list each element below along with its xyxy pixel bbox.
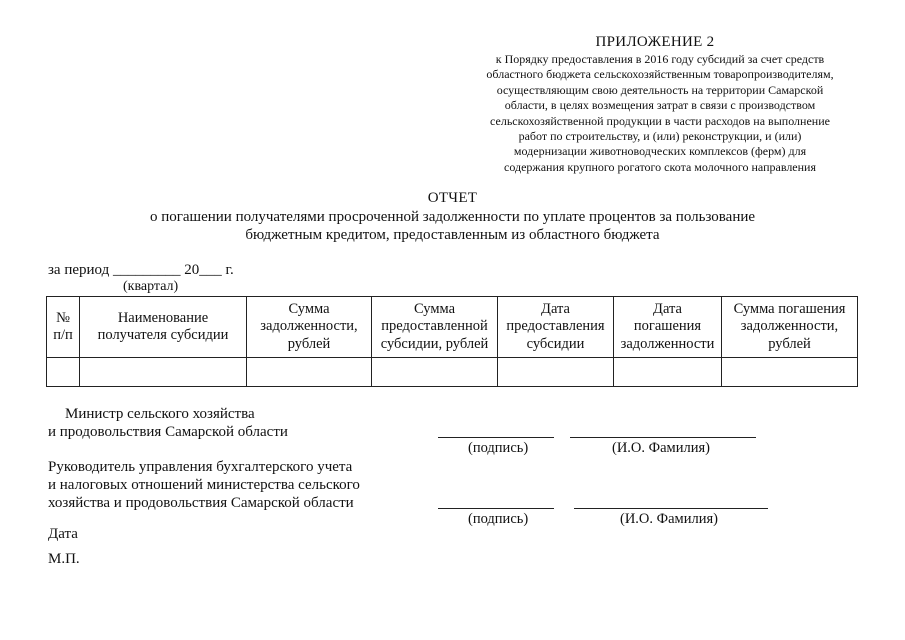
name-caption: (И.О. Фамилия): [620, 511, 718, 527]
table-cell: [614, 358, 722, 387]
table-row: [47, 358, 858, 387]
stamp-label: М.П.: [48, 551, 80, 567]
name-caption: (И.О. Фамилия): [612, 440, 710, 456]
appendix-line: содержания крупного рогатого скота молочного направления: [504, 159, 816, 174]
appendix-line: работ по строительству, и (или) реконструкции, и (или): [518, 129, 802, 144]
appendix-line: осуществляющим свою деятельность на территории Самарской: [496, 82, 824, 97]
appendix-text: [440, 52, 880, 175]
column-header-subsidy-date: Дата предоставления субсидии: [498, 297, 614, 358]
report-subtitle-line: бюджетным кредитом, предоставленным из областного бюджета: [245, 227, 660, 243]
appendix-line: областного бюджета сельскохозяйственным товаропроизводителям,: [486, 67, 834, 82]
appendix-line: к Порядку предоставления в 2016 году субсидий за счет средств: [495, 52, 825, 66]
column-header-repayment-date: Дата погашения задолженности: [614, 297, 722, 358]
minister-title-line: и продовольствия Самарской области: [48, 424, 288, 440]
table-cell: [80, 358, 247, 387]
table-header-row: [47, 297, 858, 358]
report-subtitle: [80, 208, 825, 244]
date-label: Дата: [48, 526, 78, 542]
appendix-line: сельскохозяйственной продукции в части расходов на выполнение: [490, 113, 830, 128]
head-signature-line: [438, 508, 554, 509]
minister-title-line: Министр сельского хозяйства: [65, 406, 255, 422]
column-header-subsidy-amount: Сумма предоставленной субсидии, рублей: [372, 297, 498, 358]
table-cell: [47, 358, 80, 387]
column-header-debt-amount: Сумма задолженности, рублей: [247, 297, 372, 358]
report-subtitle-line: о погашении получателями просроченной задолженности по уплате процентов за пользование: [149, 209, 756, 225]
appendix-line: области, в целях возмещения затрат в связи с производством: [504, 98, 816, 113]
column-header-number: № п/п: [47, 297, 80, 358]
appendix-line: модернизации животноводческих комплексов (ферм) для: [513, 144, 807, 159]
table-cell: [498, 358, 614, 387]
quarter-caption: (квартал): [123, 279, 179, 294]
head-title-line: Руководитель управления бухгалтерского учета: [48, 459, 353, 475]
table-cell: [722, 358, 858, 387]
report-table: [46, 296, 858, 387]
table-cell: [372, 358, 498, 387]
head-title-line: и налоговых отношений министерства сельского: [48, 477, 360, 493]
appendix-title: ПРИЛОЖЕНИЕ 2: [595, 34, 715, 50]
head-name-line: [574, 508, 768, 509]
table-cell: [247, 358, 372, 387]
head-title-line: хозяйства и продовольствия Самарской области: [48, 495, 354, 511]
minister-name-line: [570, 437, 756, 438]
signature-caption: (подпись): [468, 440, 529, 456]
signature-caption: (подпись): [468, 511, 529, 527]
report-title: ОТЧЕТ: [427, 190, 478, 206]
minister-signature-line: [438, 437, 554, 438]
period-line: за период _________ 20___ г.: [48, 262, 234, 278]
column-header-recipient: Наименование получателя субсидии: [80, 297, 247, 358]
column-header-repayment-amount: Сумма погашения задолженности, рублей: [722, 297, 858, 358]
